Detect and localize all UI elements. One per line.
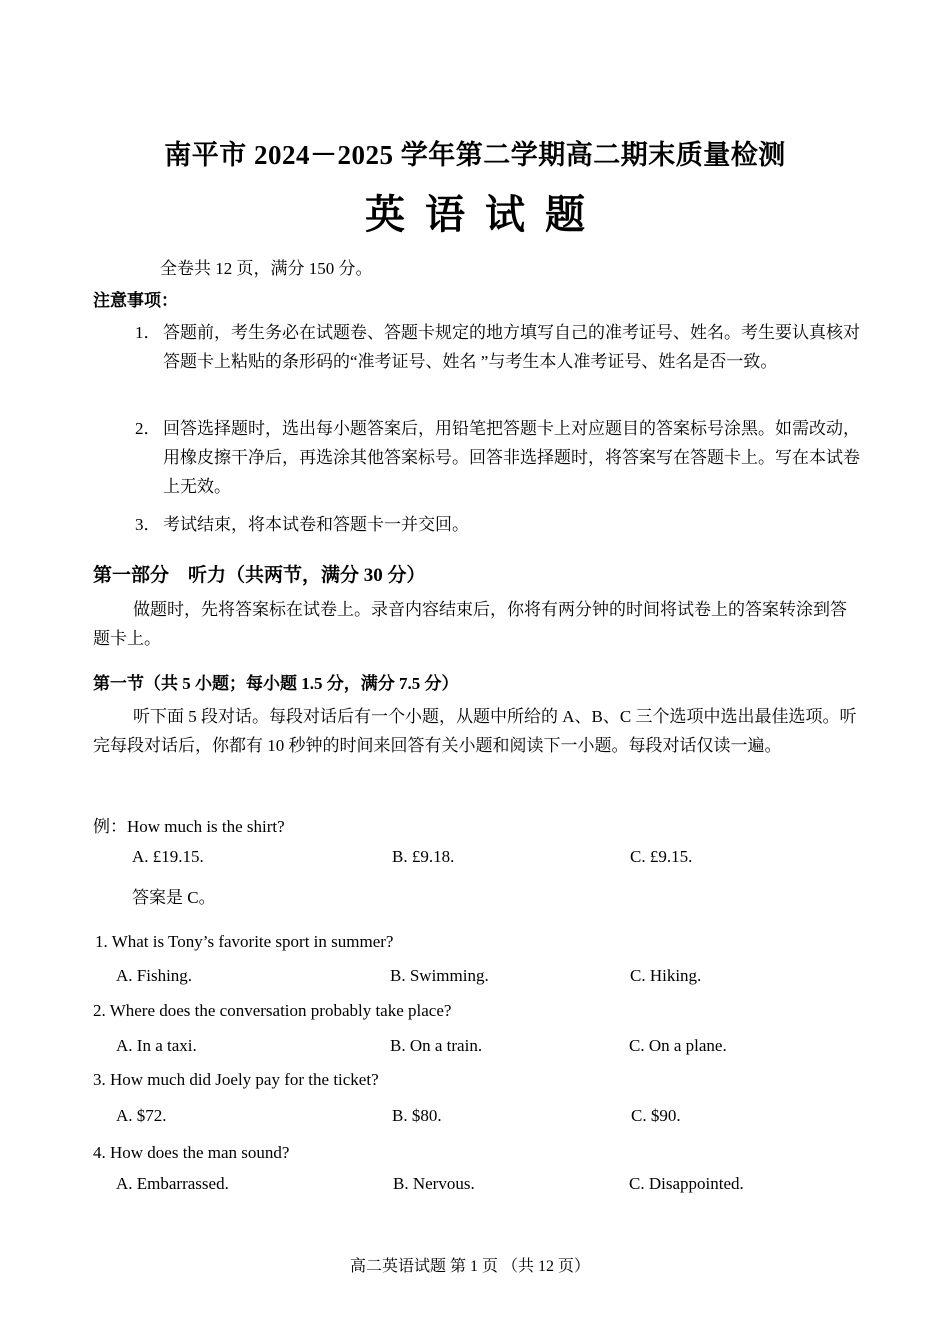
note-text: 答题前，考生务必在试题卷、答题卡规定的地方填写自己的准考证号、姓名。考生要认真核对答题卡上粘贴的条形码的“准考证号、姓名 ”与考生本人准考证号、姓名是否一致。 (163, 323, 860, 371)
question-2: 2. Where does the conversation probably take place? (93, 1001, 452, 1020)
example-question: 例：How much is the shirt? (93, 817, 285, 836)
note-item-3 (135, 510, 865, 540)
part1-heading: 第一部分 听力（共两节，满分 30 分） (93, 565, 426, 586)
question-3-option-c: C. $90. (631, 1106, 681, 1125)
note-text: 考试结束，将本试卷和答题卡一并交回。 (163, 515, 469, 534)
exam-intro: 全卷共 12 页，满分 150 分。 (160, 259, 373, 278)
question-2-option-a: A. In a taxi. (116, 1036, 197, 1055)
notes-heading: 注意事项： (93, 291, 178, 310)
question-1-option-a: A. Fishing. (116, 966, 193, 985)
note-item-2 (135, 414, 865, 504)
question-4-option-b: B. Nervous. (393, 1174, 475, 1193)
note-number: 1． (135, 323, 161, 342)
question-4: 4. How does the man sound? (93, 1143, 290, 1162)
question-4-option-a: A. Embarrassed. (116, 1174, 229, 1193)
example-option-a: A. £19.15. (132, 847, 204, 866)
note-number: 3． (135, 515, 161, 534)
question-2-option-c: C. On a plane. (629, 1036, 727, 1055)
section1-instruction: 听下面 5 段对话。每段对话后有一个小题，从题中所给的 A、B、C 三个选项中选出最佳选项。听完每段对话后，你都有 10 秒钟的时间来回答有关小题和阅读下一小题。每段对话仅读一遍。 (93, 707, 857, 755)
part1-instruction: 做题时，先将答案标在试卷上。录音内容结束后，你将有两分钟的时间将试卷上的答案转涂到答题卡上。 (93, 600, 847, 648)
question-3: 3. How much did Joely pay for the ticket? (93, 1070, 379, 1089)
question-1-option-b: B. Swimming. (390, 966, 489, 985)
exam-title: 南平市 2024－2025 学年第二学期高二期末质量检测 (164, 140, 786, 170)
subject-title: 英语试题 (365, 192, 605, 237)
question-3-option-b: B. $80. (392, 1106, 442, 1125)
example-option-c: C. £9.15. (630, 847, 693, 866)
section1-heading: 第一节（共 5 小题；每小题 1.5 分，满分 7.5 分） (93, 674, 459, 693)
example-answer: 答案是 C。 (132, 888, 216, 907)
question-3-option-a: A. $72. (116, 1106, 167, 1125)
page-footer: 高二英语试题 第 1 页 （共 12 页） (349, 1258, 590, 1275)
question-1: 1. What is Tony’s favorite sport in summer? (95, 932, 394, 951)
question-4-option-c: C. Disappointed. (629, 1174, 744, 1193)
note-item-1 (135, 318, 865, 408)
question-1-option-c: C. Hiking. (630, 966, 702, 985)
note-number: 2． (135, 419, 161, 438)
example-option-b: B. £9.18. (392, 847, 455, 866)
note-text: 回答选择题时，选出每小题答案后，用铅笔把答题卡上对应题目的答案标号涂黑。如需改动，用橡皮擦干净后，再选涂其他答案标号。回答非选择题时，将答案写在答题卡上。写在本试卷上无效。 (163, 419, 860, 496)
question-2-option-b: B. On a train. (390, 1036, 483, 1055)
